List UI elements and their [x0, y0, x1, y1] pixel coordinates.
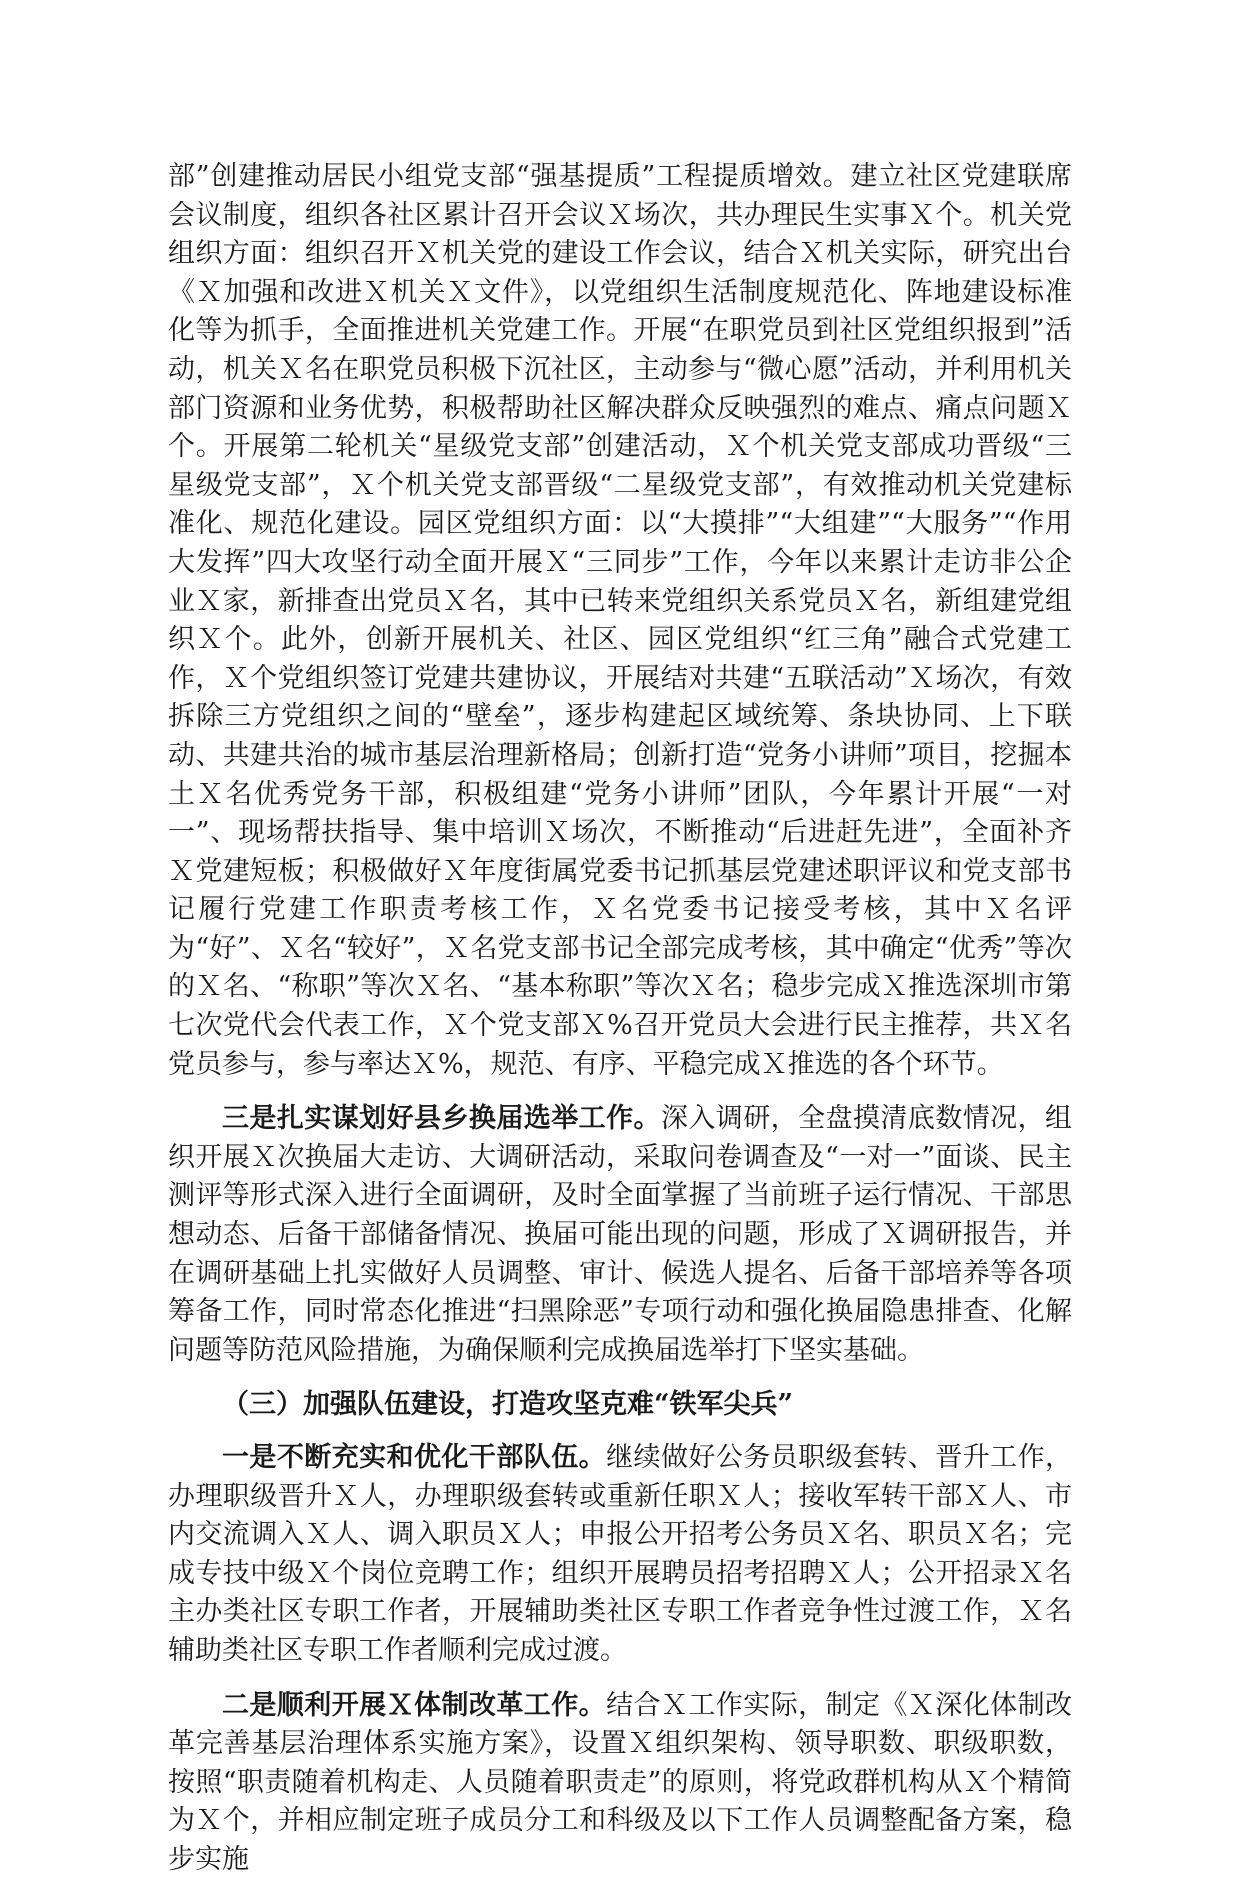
paragraph-text: 部”创建推动居民小组党支部“强基提质”工程提质增效。建立社区党建联席会议制度，组织各社区累计召开会议Ｘ场次，共办理民生实事Ｘ个。机关党组织方面：组织召开Ｘ机关党的建设工作会议，结合Ｘ机关实际，研究出台《Ｘ加强和改进Ｘ机关Ｘ文件》，以党组织生活制度规范化、阵地建设标准化等为抓手，全面推进机关党建工作。开展“在职党员到社区党组织报到”活动，机关Ｘ名在职党员积极下沉社区，主动参与“微心愿”活动，并利用机关部门资源和业务优势，积极帮助社区解决群众反映强烈的难点、痛点问题Ｘ个。开展第二轮机关“星级党支部”创建活动，Ｘ个机关党支部成功晋级“三星级党支部”，Ｘ个机关党支部晋级“二星级党支部”，有效推动机关党建标准化、规范化建设。园区党组织方面：以“大摸排”“大组建”“大服务”“作用大发挥”四大攻坚行动全面开展Ｘ“三同步”工作，今年以来累计走访非公企业Ｘ家，新排查出党员Ｘ名，其中已转来党组织关系党员Ｘ名，新组建党组织Ｘ个。此外，创新开展机关、社区、园区党组织“红三角”融合式党建工作，Ｘ个党组织签订党建共建协议，开展结对共建“五联活动”Ｘ场次，有效拆除三方党组织之间的“壁垒”，逐步构建起区域统筹、条块协同、上下联动、共建共治的城市基层治理新格局；创新打造“党务小讲师”项目，挖掘本土Ｘ名优秀党务干部，积极组建“党务小讲师”团队，今年累计开展“一对一”、现场帮扶指导、集中培训Ｘ场次，不断推动“后进赶先进”，全面补齐Ｘ党建短板；积极做好Ｘ年度街属党委书记抓基层党建述职评议和党支部书记履行党建工作职责考核工作，Ｘ名党委书记接受考核，其中Ｘ名评为“好”、Ｘ名“较好”，Ｘ名党支部书记全部完成考核，其中确定“优秀”等次的Ｘ名、“称职”等次Ｘ名、“基本称职”等次Ｘ名；稳步完成Ｘ推选深圳市第七次党代会代表工作，Ｘ个党支部Ｘ%召开党员大会进行民主推荐，共Ｘ名党员参与，参与率达Ｘ%，规范、有序、平稳完成Ｘ推选的各个环节。 — [168, 161, 1072, 1080]
document-page — [168, 158, 1073, 1875]
paragraph-text: 深入调研，全盘摸清底数情况，组织开展Ｘ次换届大走访、大调研活动，采取问卷调查及“一对一”面谈、民主测评等形式深入进行全面调研，及时全面掌握了当前班子运行情况、干部思想动态、后备干部储备情况、换届可能出现的问题，形成了Ｘ调研报告，并在调研基础上扎实做好人员调整、审计、候选人提名、后备干部培养等各项筹备工作，同时常态化推进“扫黑除恶”专项行动和强化换届隐患排查、化解问题等防范风险措施，为确保顺利完成换届选举打下坚实基础。 — [168, 1103, 1073, 1366]
body-paragraph-1 — [168, 158, 1072, 1084]
paragraph-lead: 三是扎实谋划好县乡换届选举工作。 — [222, 1103, 661, 1135]
paragraph-lead: 二是顺利开展Ｘ体制改革工作。 — [222, 1689, 607, 1721]
paragraph-text: 继续做好公务员职级套转、晋升工作，办理职级晋升Ｘ人，办理职级套转或重新任职Ｘ人；接收军转干部Ｘ人、市内交流调入Ｘ人、调入职员Ｘ人；申报公开招考公务员Ｘ名、职员Ｘ名；完成专技中级Ｘ个岗位竞聘工作；组织开展聘员招考招聘Ｘ人；公开招录Ｘ名主办类社区专职工作者，开展辅助类社区专职工作者竞争性过渡工作，Ｘ名辅助类社区专职工作者顺利完成过渡。 — [168, 1442, 1073, 1666]
body-paragraph-2 — [168, 1100, 1072, 1370]
section-heading: （三）加强队伍建设，打造攻坚克难“铁军尖兵” — [222, 1389, 794, 1421]
paragraph-text: 结合Ｘ工作实际，制定《Ｘ深化体制改革完善基层治理体系实施方案》，设置Ｘ组织架构、领导职数、职级职数，按照“职责随着机构走、人员随着职责走”的原则，将党政群机构从Ｘ个精简为Ｘ个，并相应制定班子成员分工和科级及以下工作人员调整配备方案，稳步实施 — [168, 1689, 1073, 1875]
paragraph-lead: 一是不断充实和优化干部队伍。 — [222, 1442, 607, 1473]
body-paragraph-4 — [168, 1687, 1072, 1880]
body-paragraph-3 — [168, 1439, 1072, 1671]
